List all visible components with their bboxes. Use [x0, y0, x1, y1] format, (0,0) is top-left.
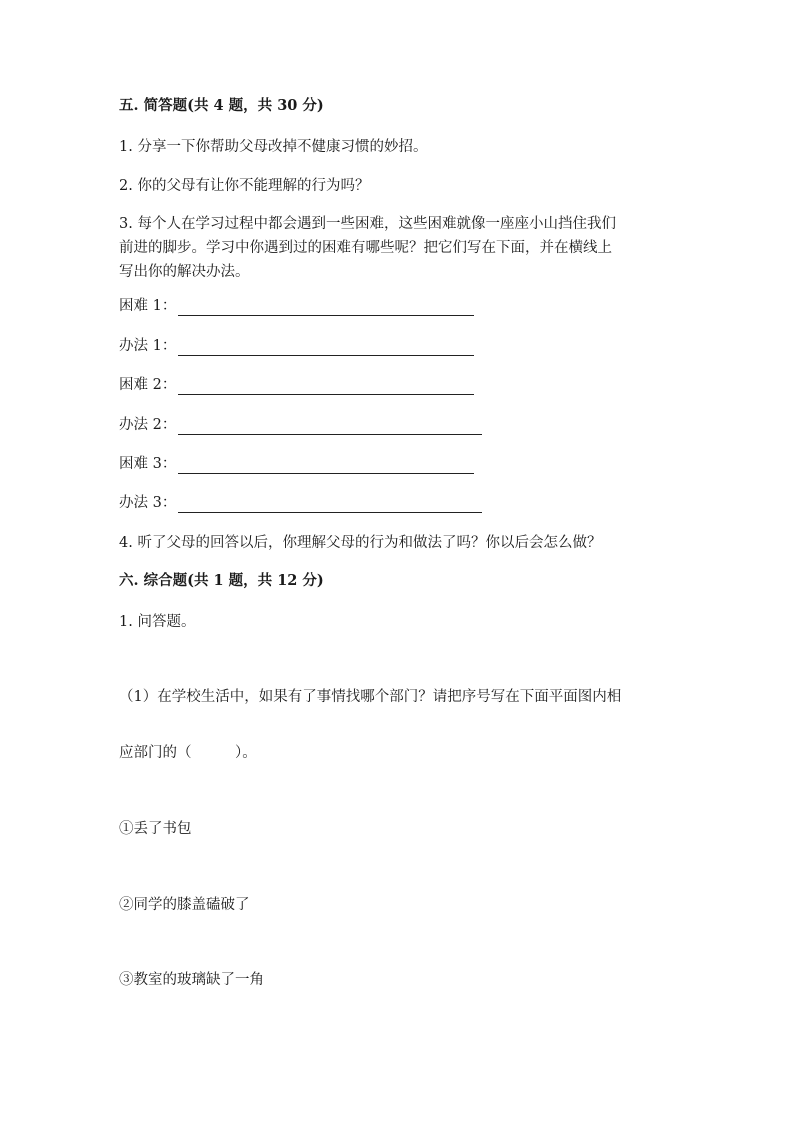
- answer-line[interactable]: [178, 378, 474, 395]
- section-5-heading: 五. 简答题(共 4 题，共 30 分): [119, 97, 324, 114]
- option-item-3: ③教室的玻璃缺了一角: [119, 972, 264, 988]
- answer-line[interactable]: [178, 496, 482, 513]
- answer-line[interactable]: [178, 299, 474, 316]
- answer-blank-difficulty-2: [119, 375, 474, 395]
- blank-label: 困难 3：: [119, 456, 177, 472]
- question-6-1: 1. 问答题。: [119, 614, 196, 630]
- blank-label: 办法 2：: [119, 417, 177, 433]
- blank-label: 困难 2：: [119, 377, 177, 393]
- question-5-3-line: 3. 每个人在学习过程中都会遇到一些困难，这些困难就像一座座小山挡住我们: [119, 216, 616, 232]
- question-5-4: 4. 听了父母的回答以后，你理解父母的行为和做法了吗？你以后会怎么做？: [119, 535, 602, 551]
- blank-label: 困难 1：: [119, 298, 177, 314]
- option-item-1: ①丢了书包: [119, 821, 192, 837]
- answer-line[interactable]: [178, 418, 482, 435]
- question-5-3-line: 写出你的解决办法。: [119, 264, 250, 280]
- answer-blank-method-1: [119, 336, 474, 356]
- answer-blank-method-2: [119, 415, 482, 435]
- question-5-3-line: 前进的脚步。学习中你遇到过的困难有哪些呢？把它们写在下面，并在横线上: [119, 240, 612, 256]
- section-6-heading: 六. 综合题(共 1 题，共 12 分): [119, 572, 324, 589]
- question-5-3: [119, 212, 679, 284]
- blank-label: 办法 3：: [119, 495, 177, 511]
- question-6-1-sub-1-cont: 应部门的（ ）。: [119, 745, 257, 761]
- blank-label: 办法 1：: [119, 338, 177, 354]
- option-item-2: ②同学的膝盖磕破了: [119, 897, 250, 913]
- question-6-1-sub-1: （1）在学校生活中，如果有了事情找哪个部门？请把序号写在下面平面图内相: [119, 689, 622, 705]
- question-5-1: 1. 分享一下你帮助父母改掉不健康习惯的妙招。: [119, 139, 428, 155]
- answer-blank-difficulty-1: [119, 296, 474, 316]
- answer-blank-method-3: [119, 493, 482, 513]
- question-5-2: 2. 你的父母有让你不能理解的行为吗？: [119, 178, 370, 194]
- answer-line[interactable]: [178, 339, 474, 356]
- answer-blank-difficulty-3: [119, 454, 474, 474]
- answer-line[interactable]: [178, 457, 474, 474]
